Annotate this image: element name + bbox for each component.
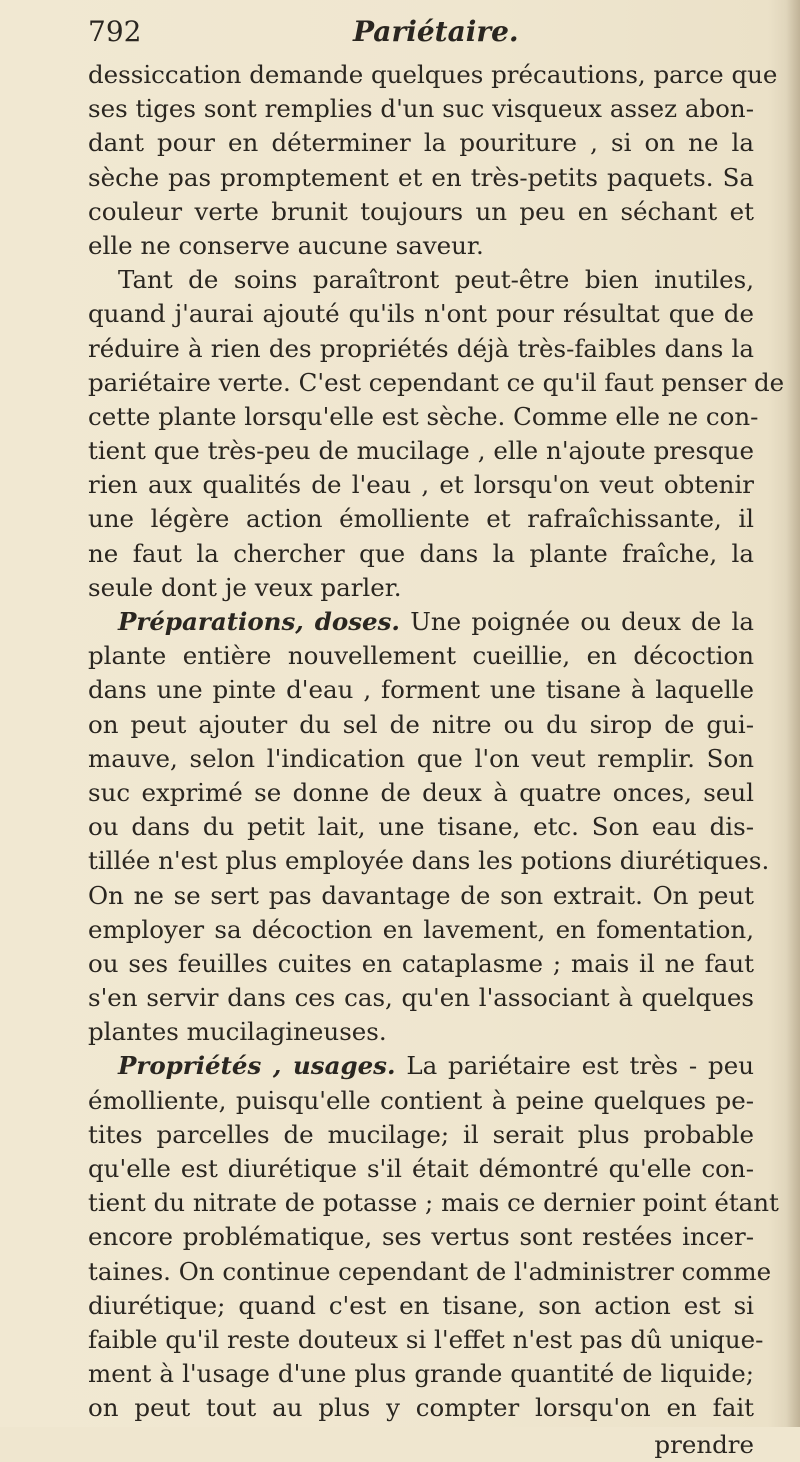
body-text <box>88 58 785 1462</box>
line-text: dans une pinte d'eau , forment une tisane à laquelle <box>88 675 754 705</box>
text-line <box>88 332 754 366</box>
line-text: s'en servir dans ces cas, qu'en l'associant à quelques <box>88 983 754 1013</box>
line-text: on peut tout au plus y compter lorsqu'on en fait <box>88 1393 754 1423</box>
text-line <box>88 605 754 639</box>
text-line <box>88 468 754 502</box>
line-text: ment à l'usage d'une plus grande quantité de liquide; <box>88 1359 754 1389</box>
text-line <box>88 1084 754 1118</box>
text-line <box>88 537 754 571</box>
line-text: ou ses feuilles cuites en cataplasme ; mais il ne faut <box>88 948 754 978</box>
text-line <box>88 844 770 878</box>
line-text: dant pour en déterminer la pouriture , si on ne la <box>88 128 754 158</box>
line-text: tient que très-peu de mucilage , elle n'ajoute presque <box>88 436 754 466</box>
line-text: elle ne conserve aucune saveur. <box>88 230 484 260</box>
line-text: une légère action émolliente et rafraîchissante, il <box>88 504 754 534</box>
text-line <box>88 195 754 229</box>
line-text: qu'elle est diurétique s'il était démontré qu'elle con- <box>88 1154 754 1183</box>
line-text: rien aux qualités de l'eau , et lorsqu'on veut obtenir <box>88 470 754 500</box>
text-line <box>88 776 754 810</box>
text-line <box>88 571 754 605</box>
text-line <box>88 297 754 331</box>
line-text: employer sa décoction en lavement, en fomentation, <box>88 914 754 944</box>
text-line <box>88 366 785 400</box>
page-number: 792 <box>88 15 142 48</box>
text-line <box>88 229 754 263</box>
text-line <box>88 434 754 468</box>
line-text: dessiccation demande quelques précautions, parce que <box>88 60 778 89</box>
text-line <box>88 92 754 126</box>
text-line <box>88 981 754 1015</box>
line-text: on peut ajouter du sel de nitre ou du sirop de gui- <box>88 709 754 739</box>
text-line <box>88 58 778 92</box>
text-line <box>88 673 754 707</box>
line-text: tillée n'est plus employée dans les potions diurétiques. <box>88 846 770 876</box>
line-text: cette plante lorsqu'elle est sèche. Comme elle ne con- <box>88 401 759 431</box>
text-line <box>88 1049 754 1083</box>
text-line <box>88 400 759 434</box>
line-text: plantes mucilagineuses. <box>88 1017 387 1047</box>
line-text: tites parcelles de mucilage; il serait plus probable <box>88 1119 754 1149</box>
line-text: tient du nitrate de potasse ; mais ce dernier point étant <box>88 1188 779 1218</box>
line-text: taines. On continue cependant de l'administrer comme <box>88 1256 772 1286</box>
page-header <box>88 12 738 52</box>
line-text: réduire à rien des propriétés déjà très-faibles dans la <box>88 333 754 363</box>
line-text: sèche pas promptement et en très-petits paquets. Sa <box>88 162 754 192</box>
line-text: quand j'aurai ajouté qu'ils n'ont pour résultat que de <box>88 299 754 329</box>
text-line <box>88 947 754 981</box>
line-text: faible qu'il reste douteux si l'effet n'est pas dû unique- <box>88 1324 764 1354</box>
line-text: ou dans du petit lait, une tisane, etc. Son eau dis- <box>88 812 754 842</box>
text-line <box>88 502 754 536</box>
page-edge-shadow <box>786 0 800 1427</box>
text-line <box>88 1118 754 1152</box>
text-line <box>88 1323 764 1357</box>
text-line <box>88 1391 754 1425</box>
text-line <box>88 708 754 742</box>
text-line <box>88 810 754 844</box>
line-text: émolliente, puisqu'elle contient à peine quelques pe- <box>88 1085 754 1115</box>
line-text: La pariétaire est très - peu <box>395 1051 754 1081</box>
section-heading: Préparations, doses. <box>118 607 400 636</box>
section-heading: Propriétés , usages. <box>118 1051 396 1081</box>
line-text: couleur verte brunit toujours un peu en séchant et <box>88 196 754 226</box>
catchword: prendre <box>654 1429 754 1459</box>
line-text: ne faut la chercher que dans la plante fraîche, la <box>88 538 754 568</box>
text-line <box>88 639 754 673</box>
line-text: suc exprimé se donne de deux à quatre onces, seul <box>88 777 754 807</box>
text-line <box>88 1357 754 1391</box>
text-line <box>88 913 754 947</box>
text-line <box>88 1015 754 1049</box>
line-text: mauve, selon l'indication que l'on veut remplir. Son <box>88 743 754 773</box>
text-line <box>88 1289 754 1323</box>
text-line <box>88 742 754 776</box>
line-text: seule dont je veux parler. <box>88 572 402 602</box>
line-text: ses tiges sont remplies d'un suc visqueux assez abon- <box>88 94 754 124</box>
line-text: pariétaire verte. C'est cependant ce qu'il faut penser de <box>88 367 785 397</box>
line-text: diurétique; quand c'est en tisane, son action est si <box>88 1290 754 1320</box>
text-line <box>88 1186 779 1220</box>
text-line <box>88 1220 754 1254</box>
text-line <box>88 126 754 160</box>
text-line <box>88 263 754 297</box>
line-text: Tant de soins paraîtront peut-être bien inutiles, <box>118 265 754 295</box>
line-text: On ne se sert pas davantage de son extrait. On peut <box>88 880 754 910</box>
text-line <box>88 1255 772 1289</box>
line-text: Une poignée ou deux de la <box>399 607 754 636</box>
line-text: plante entière nouvellement cueillie, en décoction <box>88 641 754 671</box>
line-text: encore problématique, ses vertus sont restées incer- <box>88 1222 754 1252</box>
text-line <box>88 879 754 913</box>
text-line <box>88 161 754 195</box>
text-line <box>88 1152 754 1186</box>
running-title: Pariétaire. <box>353 15 519 48</box>
